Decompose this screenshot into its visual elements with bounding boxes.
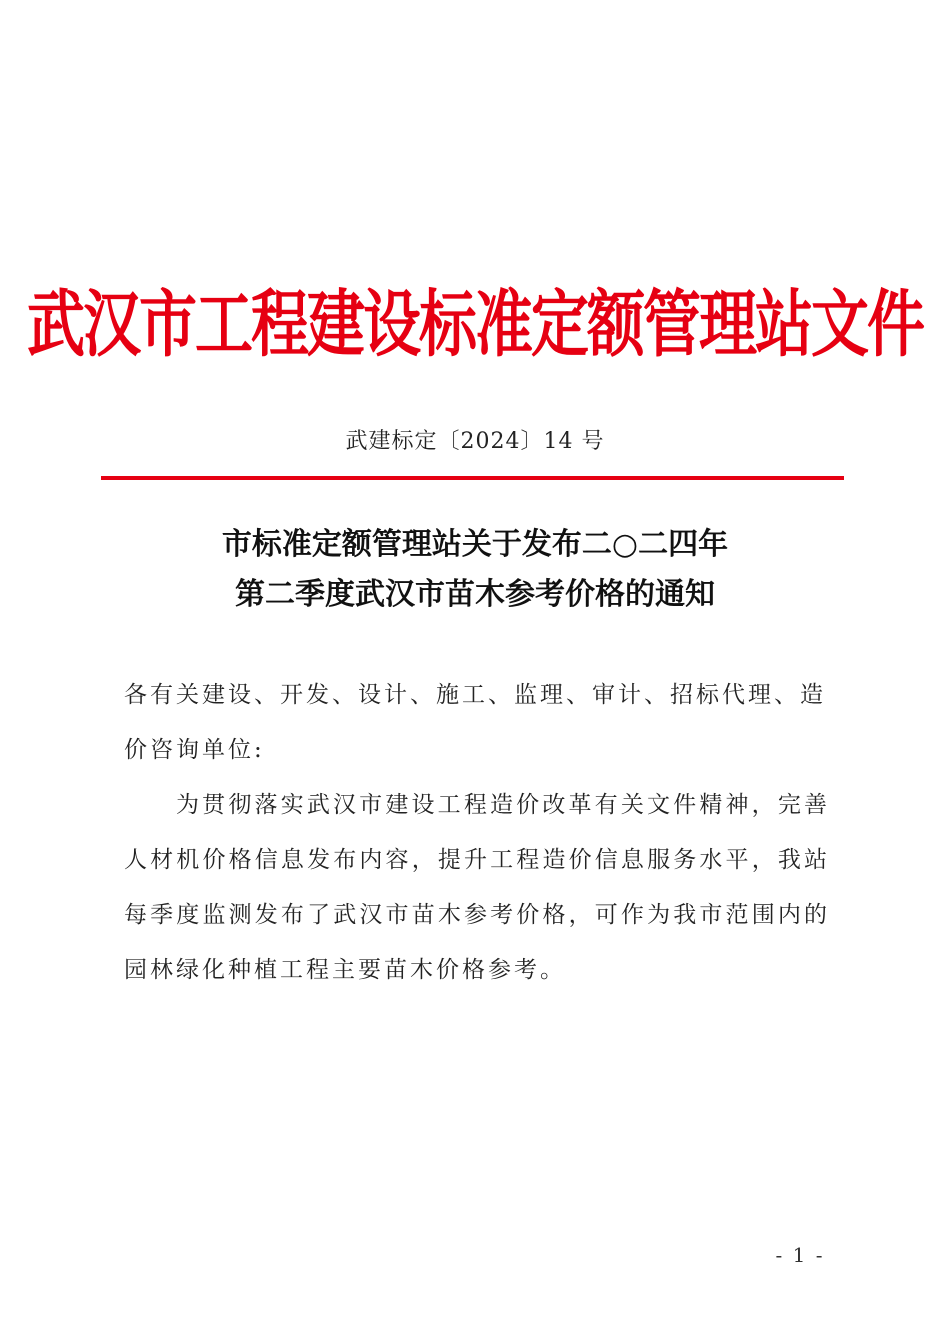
- issuer-masthead: 武汉市工程建设标准定额管理站文件: [26, 282, 923, 367]
- addressee-line: 各有关建设、开发、设计、施工、监理、审计、招标代理、造价咨询单位:: [124, 682, 826, 763]
- document-number: 武建标定〔2024〕14 号: [345, 429, 605, 454]
- red-divider-rule: [101, 476, 844, 480]
- title-line-2: 第二季度武汉市苗木参考价格的通知: [235, 577, 715, 612]
- page-number: - 1 -: [775, 1243, 825, 1267]
- document-title: [0, 520, 950, 620]
- title-line-1: 市标准定额管理站关于发布二○二四年: [221, 527, 729, 562]
- body-paragraph: 为贯彻落实武汉市建设工程造价改革有关文件精神，完善人材机价格信息发布内容，提升工程造价信息服务水平，我站每季度监测发布了武汉市苗木参考价格，可作为我市范围内的园林绿化种植工程主要苗木价格参考。: [124, 792, 830, 983]
